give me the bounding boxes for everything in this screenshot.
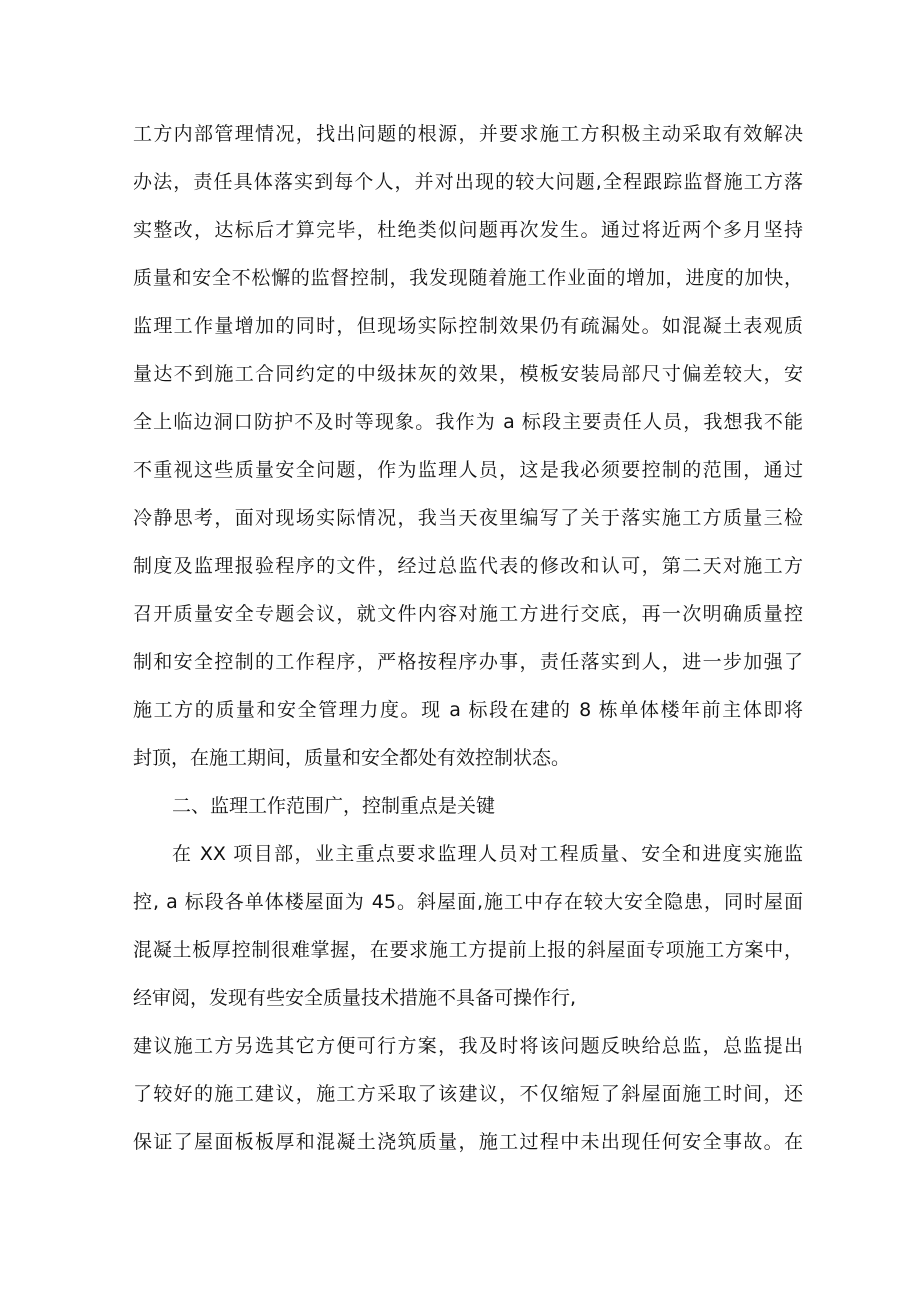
paragraph-line: 工方内部管理情况，找出问题的根源，并要求施工方积极主动采取有效解决: [133, 123, 803, 145]
paragraph-line: 实整改，达标后才算完毕，杜绝类似问题再次发生。通过将近两个多月坚持: [133, 219, 803, 241]
paragraph-line: 施工方的质量和安全管理力度。现 a 标段在建的 8 栋单体楼年前主体即将: [133, 699, 803, 721]
paragraph-line: 封顶，在施工期间，质量和安全都处有效控制状态。: [133, 747, 571, 769]
paragraph-line: 经审阅，发现有些安全质量技术措施不具备可操作行,: [133, 987, 577, 1009]
paragraph-line: 保证了屋面板板厚和混凝土浇筑质量，施工过程中未出现任何安全事故。在: [133, 1131, 803, 1153]
paragraph-line: 召开质量安全专题会议，就文件内容对施工方进行交底，再一次明确质量控: [133, 603, 803, 625]
section-heading: 二、监理工作范围广，控制重点是关键: [172, 795, 496, 817]
paragraph-line: 质量和安全不松懈的监督控制，我发现随着施工作业面的增加，进度的加快，: [133, 267, 803, 289]
paragraph-line: 办法，责任具体落实到每个人，并对出现的较大问题,全程跟踪监督施工方落: [133, 171, 803, 193]
paragraph-line: 量达不到施工合同约定的中级抹灰的效果，模板安装局部尺寸偏差较大，安: [133, 363, 803, 385]
paragraph-line: 了较好的施工建议，施工方采取了该建议，不仅缩短了斜屋面施工时间，还: [133, 1083, 803, 1105]
paragraph-line: 冷静思考，面对现场实际情况，我当天夜里编写了关于落实施工方质量三检: [133, 507, 803, 529]
paragraph-line: 制度及监理报验程序的文件，经过总监代表的修改和认可，第二天对施工方: [133, 555, 803, 577]
paragraph-line: 在 XX 项目部，业主重点要求监理人员对工程质量、安全和进度实施监: [172, 843, 803, 865]
paragraph-line: 混凝土板厚控制很难掌握，在要求施工方提前上报的斜屋面专项施工方案中，: [133, 939, 803, 961]
paragraph-line: 建议施工方另选其它方便可行方案，我及时将该问题反映给总监，总监提出: [133, 1035, 803, 1057]
paragraph-line: 监理工作量增加的同时，但现场实际控制效果仍有疏漏处。如混凝土表观质: [133, 315, 803, 337]
paragraph-line: 不重视这些质量安全问题，作为监理人员，这是我必须要控制的范围，通过: [133, 459, 803, 481]
paragraph-line: 控, a 标段各单体楼屋面为 45。斜屋面,施工中存在较大安全隐患，同时屋面: [133, 891, 803, 913]
paragraph-line: 全上临边洞口防护不及时等现象。我作为 a 标段主要责任人员，我想我不能: [133, 411, 803, 433]
paragraph-line: 制和安全控制的工作程序，严格按程序办事，责任落实到人，进一步加强了: [133, 651, 803, 673]
